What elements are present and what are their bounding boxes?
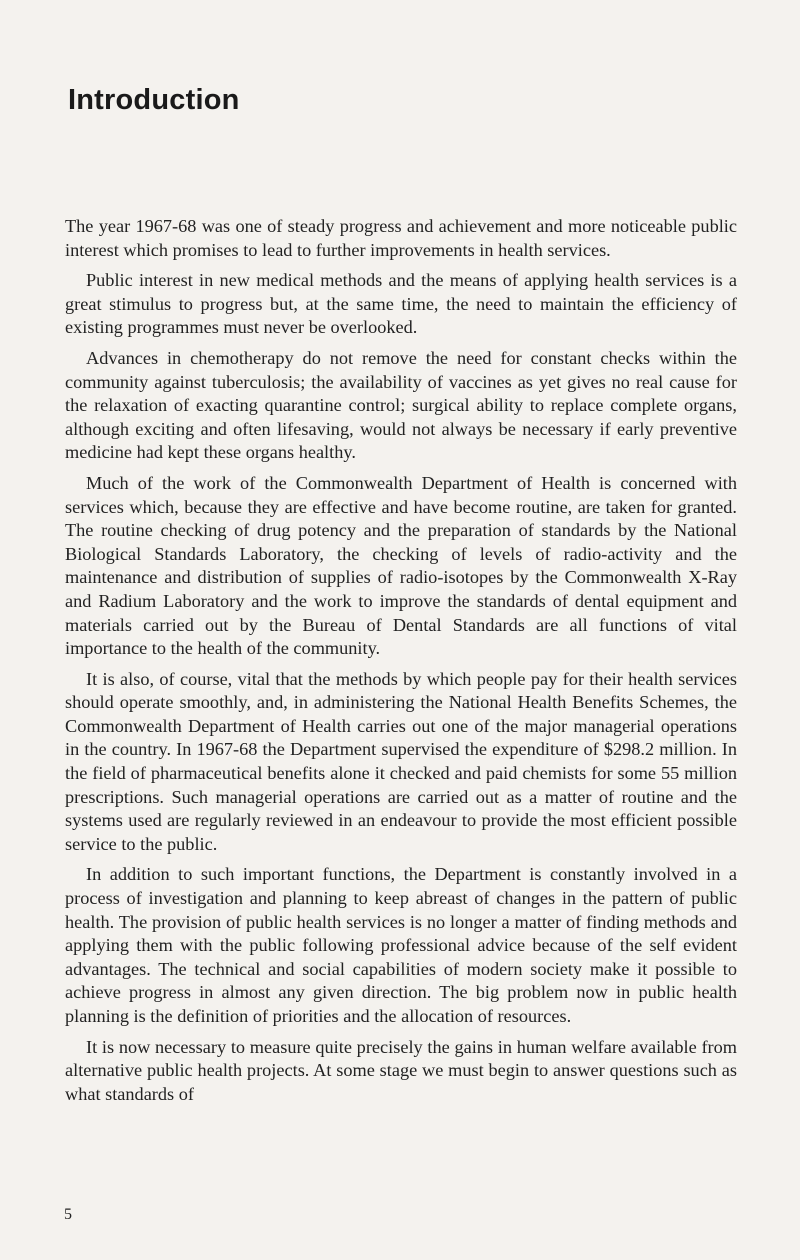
paragraph-6: In addition to such important functions, the Department is constantly involved in a process of investigation and planning to keep abreast of changes in the pattern of public health. The provision of public health services is no longer a matter of finding methods and applying them with the public following professional advice because of the self evident advantages. The technical and social capabilities of modern society make it possible to achieve progress in almost any given direction. The big problem now in public health planning is the definition of priorities and the allocation of resources. [65, 864, 737, 1026]
paragraph-4: Much of the work of the Commonwealth Department of Health is concerned with services which, because they are effective and have become routine, are taken for granted. The routine checking of drug potency and the preparation of standards by the National Biological Standards Laboratory, the checking of levels of radio-activity and the maintenance and distribution of supplies of radio-isotopes by the Commonwealth X-Ray and Radium Laboratory and the work to improve the standards of dental equipment and materials carried out by the Bureau of Dental Standards are all functions of vital importance to the health of the community. [65, 472, 737, 659]
paragraph-3: Advances in chemotherapy do not remove the need for constant checks within the community against tuberculosis; the availability of vaccines as yet gives no real cause for the relaxation of exacting quarantine control; surgical ability to replace complete organs, although exciting and often lifesaving, would not always be necessary if early preventive medicine had kept these organs healthy. [65, 347, 737, 463]
page-title: Introduction [68, 84, 240, 116]
paragraph-2: Public interest in new medical methods and the means of applying health services is a great stimulus to progress but, at the same time, the need to maintain the efficiency of existing programmes must never be overlooked. [65, 270, 737, 338]
paragraph-7: It is now necessary to measure quite precisely the gains in human welfare available from alternative public health projects. At some stage we must begin to answer questions such as what standards of [65, 1036, 737, 1104]
paragraph-5: It is also, of course, vital that the methods by which people pay for their health services should operate smoothly, and, in administering the National Health Benefits Schemes, the Commonwealth Department of Health carries out one of the major managerial operations in the country. In 1967-68 the Department supervised the expenditure of $298.2 million. In the field of pharmaceutical benefits alone it checked and paid chemists for some 55 million prescriptions. Such managerial operations are carried out as a matter of routine and the systems used are regularly reviewed in an endeavour to provide the most efficient possible service to the public. [65, 668, 737, 854]
paragraph-1: The year 1967-68 was one of steady progress and achievement and more noticeable public interest which promises to lead to further improvements in health services. [65, 216, 737, 260]
body-text [65, 215, 737, 1113]
page-number: 5 [64, 1206, 72, 1223]
